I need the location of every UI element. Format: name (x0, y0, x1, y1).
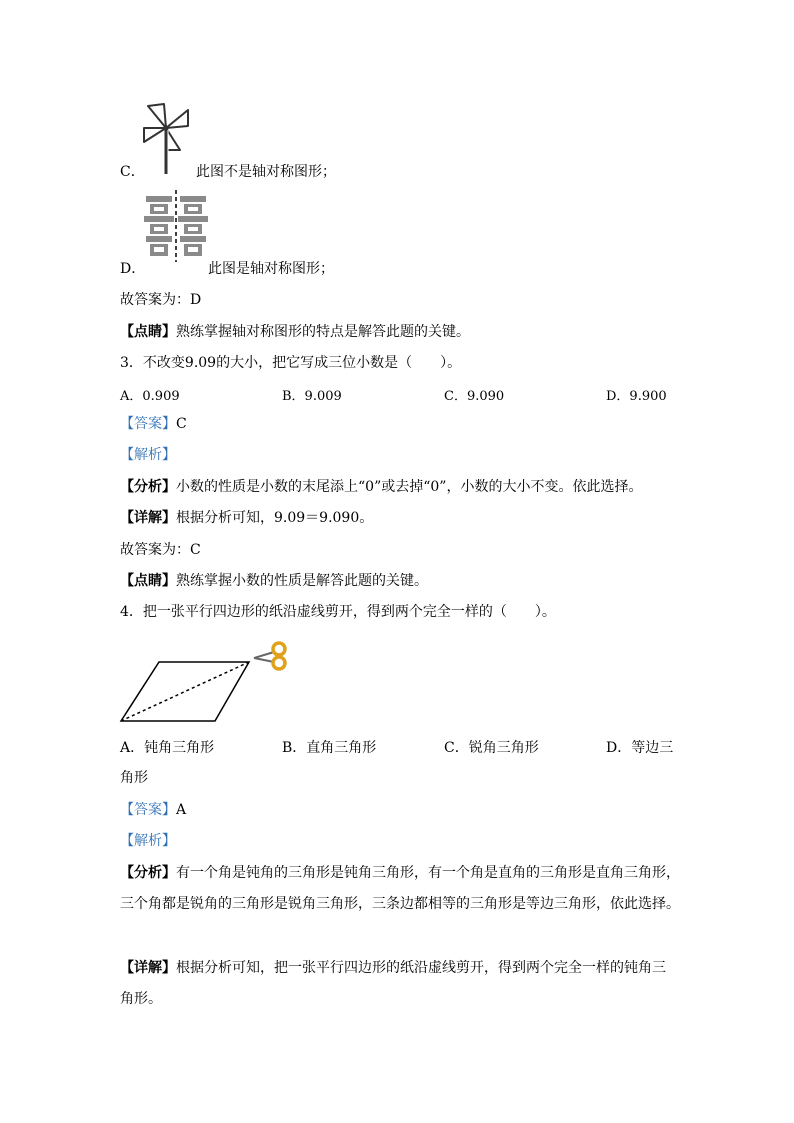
q3-option-d: D．9.900 (606, 389, 667, 404)
q4-fenxi-line2: 三个角都是锐角的三角形是锐角三角形，三条边都相等的三角形是等边三角形，依此选择。 (120, 896, 680, 912)
q4-option-b: B．直角三角形 (282, 740, 377, 756)
option-c-text: 此图不是轴对称图形； (196, 164, 336, 180)
point-text: 熟练掌握小数的性质是解答此题的关键。 (176, 573, 428, 589)
q3-fenxi (120, 477, 642, 497)
point-tag: 【点睛】 (120, 573, 176, 589)
answer-line-1: 故答案为：D (120, 292, 202, 308)
q4-option-c: C．锐角三角形 (444, 740, 539, 756)
q4-analysis-tag: 【解析】 (120, 833, 176, 849)
q3-option-c: C．9.090 (444, 389, 505, 404)
point-text: 熟练掌握轴对称图形的特点是解答此题的关键。 (176, 324, 470, 340)
xiangjie-tag: 【详解】 (120, 960, 176, 976)
q3-option-b: B．9.009 (282, 389, 342, 404)
option-d-text: 此图是轴对称图形； (208, 261, 334, 277)
option-d-letter: D． (120, 261, 146, 277)
q4-fenxi-line1 (120, 863, 680, 883)
q3-answer (120, 414, 187, 434)
fenxi-tag: 【分析】 (120, 479, 176, 495)
point-1 (120, 322, 470, 342)
q4-option-a: A．钝角三角形 (120, 740, 215, 756)
q4-xiangjie-line1 (120, 958, 666, 978)
pinwheel-image (138, 100, 194, 176)
q4-answer (120, 800, 186, 820)
fenxi-text: 小数的性质是小数的末尾添上“0”或去掉“0”，小数的大小不变。依此选择。 (176, 479, 643, 495)
q4-xiangjie-line2: 角形。 (120, 991, 162, 1007)
q4-option-d-wrap: 角形 (120, 770, 148, 786)
fenxi-tag: 【分析】 (120, 865, 176, 881)
q3-analysis-tag: 【解析】 (120, 447, 176, 463)
answer-tag: 【答案】 (120, 802, 176, 818)
point-tag: 【点睛】 (120, 324, 176, 340)
q3-stem: 3．不改变9.09的大小，把它写成三位小数是（ ）。 (120, 355, 462, 371)
q3-option-a: A．0.909 (120, 389, 180, 404)
fenxi-text: 有一个角是钝角的三角形是钝角三角形，有一个角是直角的三角形是直角三角形， (176, 865, 680, 881)
q3-point (120, 571, 428, 591)
answer-value: C (176, 416, 187, 432)
double-happiness-image (144, 190, 208, 262)
q4-option-d: D．等边三 (606, 740, 674, 756)
parallelogram-figure (118, 640, 294, 726)
q3-xiangjie (120, 508, 373, 528)
xiangjie-text: 根据分析可知，9.09＝9.090。 (176, 510, 374, 526)
xiangjie-tag: 【详解】 (120, 510, 176, 526)
q3-conclusion: 故答案为：C (120, 542, 201, 558)
xiangjie-text: 根据分析可知，把一张平行四边形的纸沿虚线剪开，得到两个完全一样的钝角三 (176, 960, 666, 976)
answer-tag: 【答案】 (120, 416, 176, 432)
q4-stem: 4．把一张平行四边形的纸沿虚线剪开，得到两个完全一样的（ ）。 (120, 604, 556, 620)
option-c-letter: C． (120, 164, 145, 180)
scissors-icon (254, 643, 285, 669)
answer-value: A (176, 802, 187, 818)
